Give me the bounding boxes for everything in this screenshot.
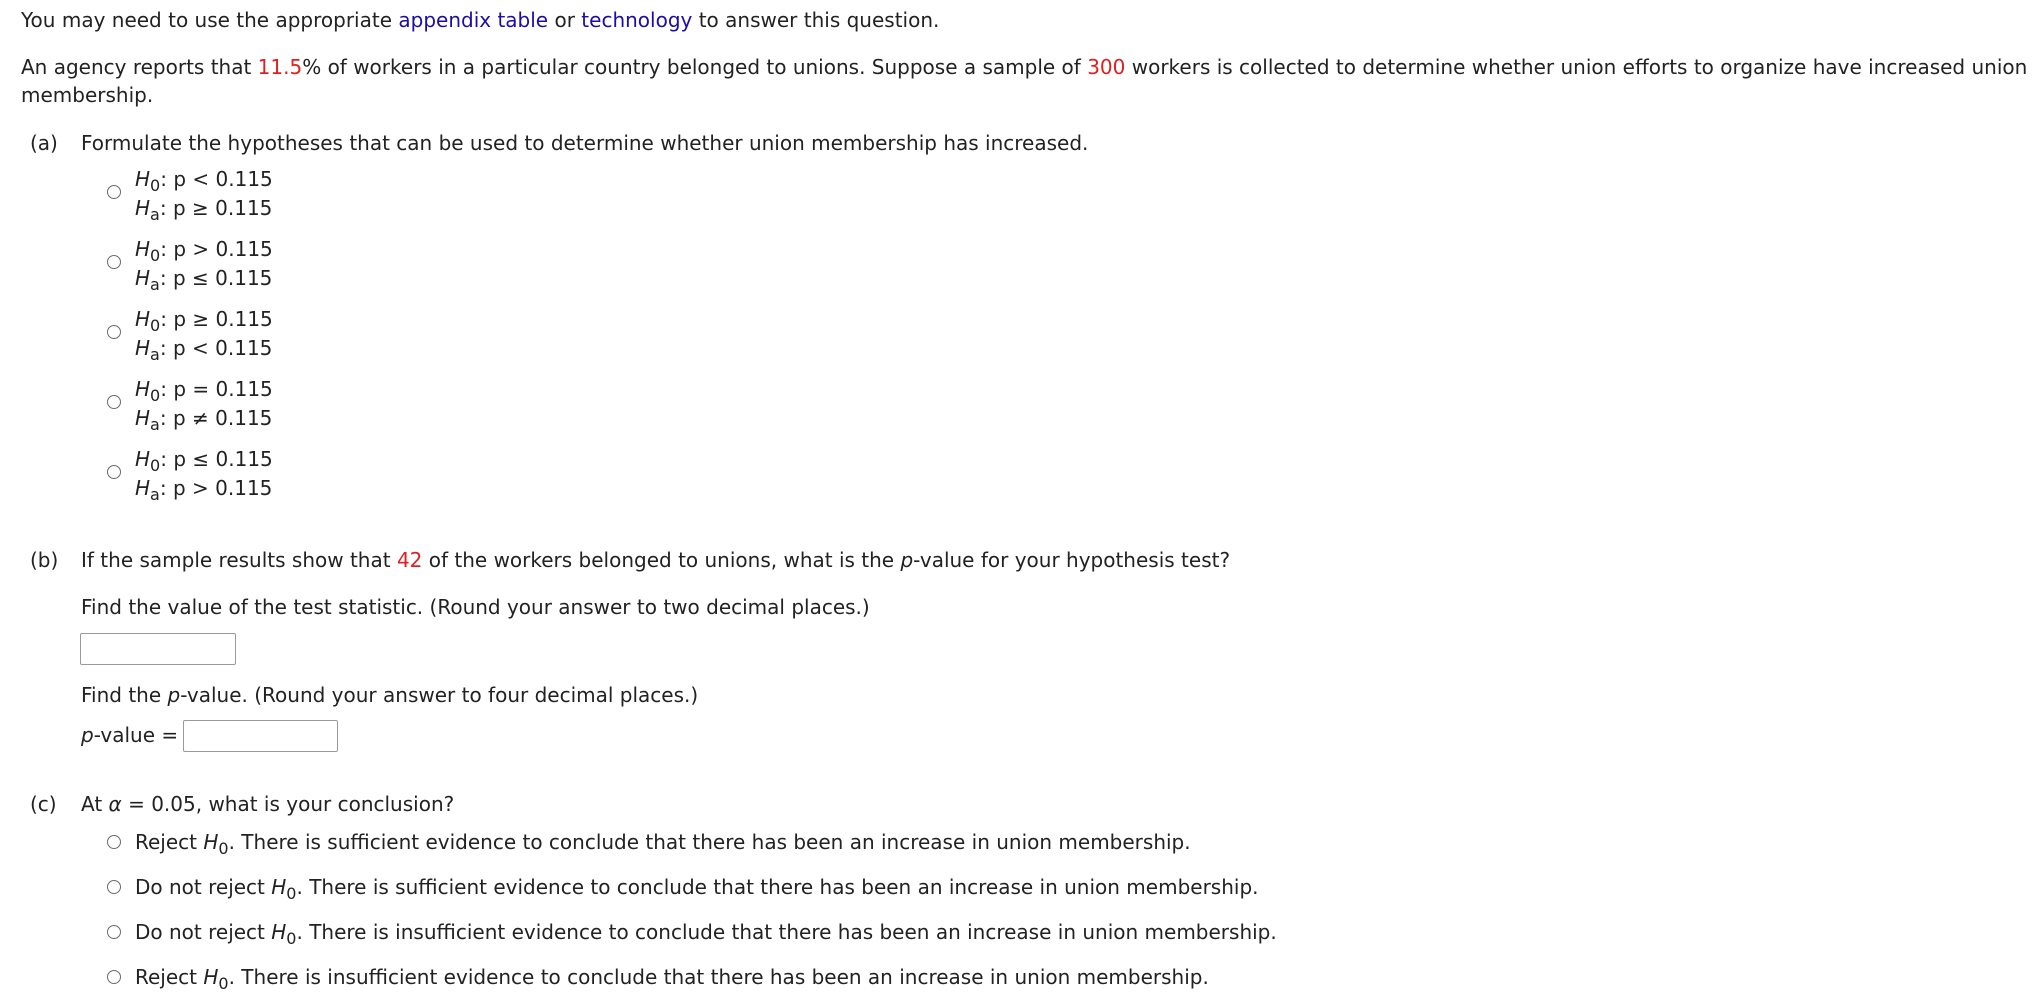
problem-text: An agency reports that xyxy=(21,55,258,79)
subscript-0: 0 xyxy=(150,316,161,335)
problem-statement-line2: membership. xyxy=(21,83,154,107)
test-statistic-input[interactable] xyxy=(80,633,236,665)
colon: : xyxy=(159,336,167,360)
h0-expression: p > 0.115 xyxy=(173,237,273,261)
subscript-a: a xyxy=(150,205,160,224)
hypothesis-option-4-radio[interactable] xyxy=(107,395,121,409)
prompt-text: Find the xyxy=(81,683,168,707)
h-symbol: H xyxy=(135,377,151,401)
part-a-label: (a) xyxy=(30,131,58,155)
subscript-a: a xyxy=(150,275,160,294)
conclusion-option-2-label xyxy=(135,875,1259,903)
hypothesis-option-2-radio[interactable] xyxy=(107,255,121,269)
conclusion-action: Do not reject xyxy=(135,920,272,944)
h-symbol: H xyxy=(271,875,287,899)
h-symbol: H xyxy=(135,336,151,360)
part-c-label: (c) xyxy=(30,792,57,816)
ha-expression: p > 0.115 xyxy=(172,476,273,500)
instruction-text: You may need to use the appropriate xyxy=(21,8,399,32)
colon: : xyxy=(160,237,167,261)
h-symbol: H xyxy=(271,920,287,944)
prompt-text: -value. (Round your answer to four decimal places.) xyxy=(180,683,699,707)
hypothesis-option-2-h0 xyxy=(135,237,273,265)
hypothesis-option-4-ha xyxy=(135,406,273,434)
subscript-0: 0 xyxy=(286,929,297,948)
subscript-0: 0 xyxy=(218,974,229,993)
conclusion-action: Do not reject xyxy=(135,875,272,899)
problem-statement-line1 xyxy=(21,55,2027,79)
h-symbol: H xyxy=(135,447,151,471)
union-count-value: 42 xyxy=(396,548,423,572)
hypothesis-option-5-radio[interactable] xyxy=(107,465,121,479)
hypothesis-option-2-ha xyxy=(135,266,273,294)
colon: : xyxy=(159,406,167,430)
colon: : xyxy=(160,307,167,331)
hypothesis-option-3-radio[interactable] xyxy=(107,325,121,339)
conclusion-text: . There is insufficient evidence to conclude that there has been an increase in union membership. xyxy=(228,965,1209,989)
hypothesis-option-3-ha xyxy=(135,336,273,364)
h0-expression: p ≤ 0.115 xyxy=(173,447,273,471)
question-text: of the workers belonged to unions, what is the xyxy=(422,548,901,572)
h0-expression: p ≥ 0.115 xyxy=(173,307,273,331)
conclusion-option-3-label xyxy=(135,920,1277,948)
union-percent-value: 11.5 xyxy=(257,55,303,79)
part-b-label: (b) xyxy=(30,548,59,572)
hypothesis-option-1-ha xyxy=(135,196,273,224)
p-symbol: p xyxy=(900,548,914,572)
question-text: At xyxy=(81,792,109,816)
instruction-line xyxy=(21,8,939,32)
hypothesis-option-3-h0 xyxy=(135,307,273,335)
subscript-a: a xyxy=(150,345,160,364)
colon: : xyxy=(160,377,167,401)
alpha-symbol: α xyxy=(108,792,122,816)
question-text: = 0.05, what is your conclusion? xyxy=(121,792,455,816)
colon: : xyxy=(159,266,167,290)
instruction-text: or xyxy=(548,8,582,32)
h-symbol: H xyxy=(203,830,219,854)
part-c-question xyxy=(81,792,454,816)
question-text: -value for your hypothesis test? xyxy=(913,548,1231,572)
conclusion-option-2-radio[interactable] xyxy=(107,880,121,894)
p-value-input[interactable] xyxy=(183,720,338,752)
subscript-0: 0 xyxy=(150,246,161,265)
conclusion-text: . There is sufficient evidence to conclude that there has been an increase in union membership. xyxy=(228,830,1191,854)
part-a-question: Formulate the hypotheses that can be used to determine whether union membership has increased. xyxy=(81,131,1089,155)
h-symbol: H xyxy=(135,476,151,500)
instruction-text: to answer this question. xyxy=(692,8,940,32)
conclusion-option-4-radio[interactable] xyxy=(107,970,121,984)
hypothesis-option-5-h0 xyxy=(135,447,273,475)
p-value-label xyxy=(81,723,178,747)
ha-expression: p ≠ 0.115 xyxy=(172,406,273,430)
h0-expression: p = 0.115 xyxy=(173,377,273,401)
ha-expression: p ≤ 0.115 xyxy=(172,266,273,290)
technology-link[interactable]: technology xyxy=(581,8,693,32)
h-symbol: H xyxy=(135,237,151,261)
hypothesis-option-4-h0 xyxy=(135,377,273,405)
h0-expression: p < 0.115 xyxy=(173,167,273,191)
conclusion-option-1-radio[interactable] xyxy=(107,835,121,849)
conclusion-text: . There is insufficient evidence to conclude that there has been an increase in union membership. xyxy=(296,920,1277,944)
conclusion-action: Reject xyxy=(135,830,204,854)
subscript-a: a xyxy=(150,415,160,434)
appendix-table-link[interactable]: appendix table xyxy=(398,8,549,32)
hypothesis-option-5-ha xyxy=(135,476,273,504)
h-symbol: H xyxy=(135,167,151,191)
subscript-0: 0 xyxy=(150,386,161,405)
problem-text: workers is collected to determine whether union efforts to organize have increased union xyxy=(1125,55,2028,79)
h-symbol: H xyxy=(135,196,151,220)
ha-expression: p < 0.115 xyxy=(172,336,273,360)
h-symbol: H xyxy=(135,266,151,290)
conclusion-option-4-label xyxy=(135,965,1209,993)
problem-text: % of workers in a particular country belonged to unions. Suppose a sample of xyxy=(302,55,1088,79)
hypothesis-option-1-radio[interactable] xyxy=(107,185,121,199)
conclusion-option-3-radio[interactable] xyxy=(107,925,121,939)
p-value-prompt xyxy=(81,683,698,707)
part-b-question xyxy=(81,548,1230,572)
colon: : xyxy=(159,196,167,220)
test-statistic-prompt: Find the value of the test statistic. (Round your answer to two decimal places.) xyxy=(81,595,870,619)
subscript-0: 0 xyxy=(150,176,161,195)
colon: : xyxy=(160,167,167,191)
subscript-0: 0 xyxy=(286,884,297,903)
h-symbol: H xyxy=(135,307,151,331)
question-text: If the sample results show that xyxy=(81,548,397,572)
colon: : xyxy=(160,447,167,471)
conclusion-action: Reject xyxy=(135,965,204,989)
subscript-0: 0 xyxy=(218,839,229,858)
subscript-0: 0 xyxy=(150,456,161,475)
h-symbol: H xyxy=(203,965,219,989)
label-text: -value = xyxy=(93,723,179,747)
sample-size-value: 300 xyxy=(1087,55,1126,79)
p-symbol: p xyxy=(81,723,94,747)
conclusion-option-1-label xyxy=(135,830,1191,858)
p-symbol: p xyxy=(167,683,181,707)
subscript-a: a xyxy=(150,485,160,504)
conclusion-text: . There is sufficient evidence to conclude that there has been an increase in union membership. xyxy=(296,875,1259,899)
h-symbol: H xyxy=(135,406,151,430)
hypothesis-option-1-h0 xyxy=(135,167,273,195)
colon: : xyxy=(159,476,167,500)
ha-expression: p ≥ 0.115 xyxy=(172,196,273,220)
